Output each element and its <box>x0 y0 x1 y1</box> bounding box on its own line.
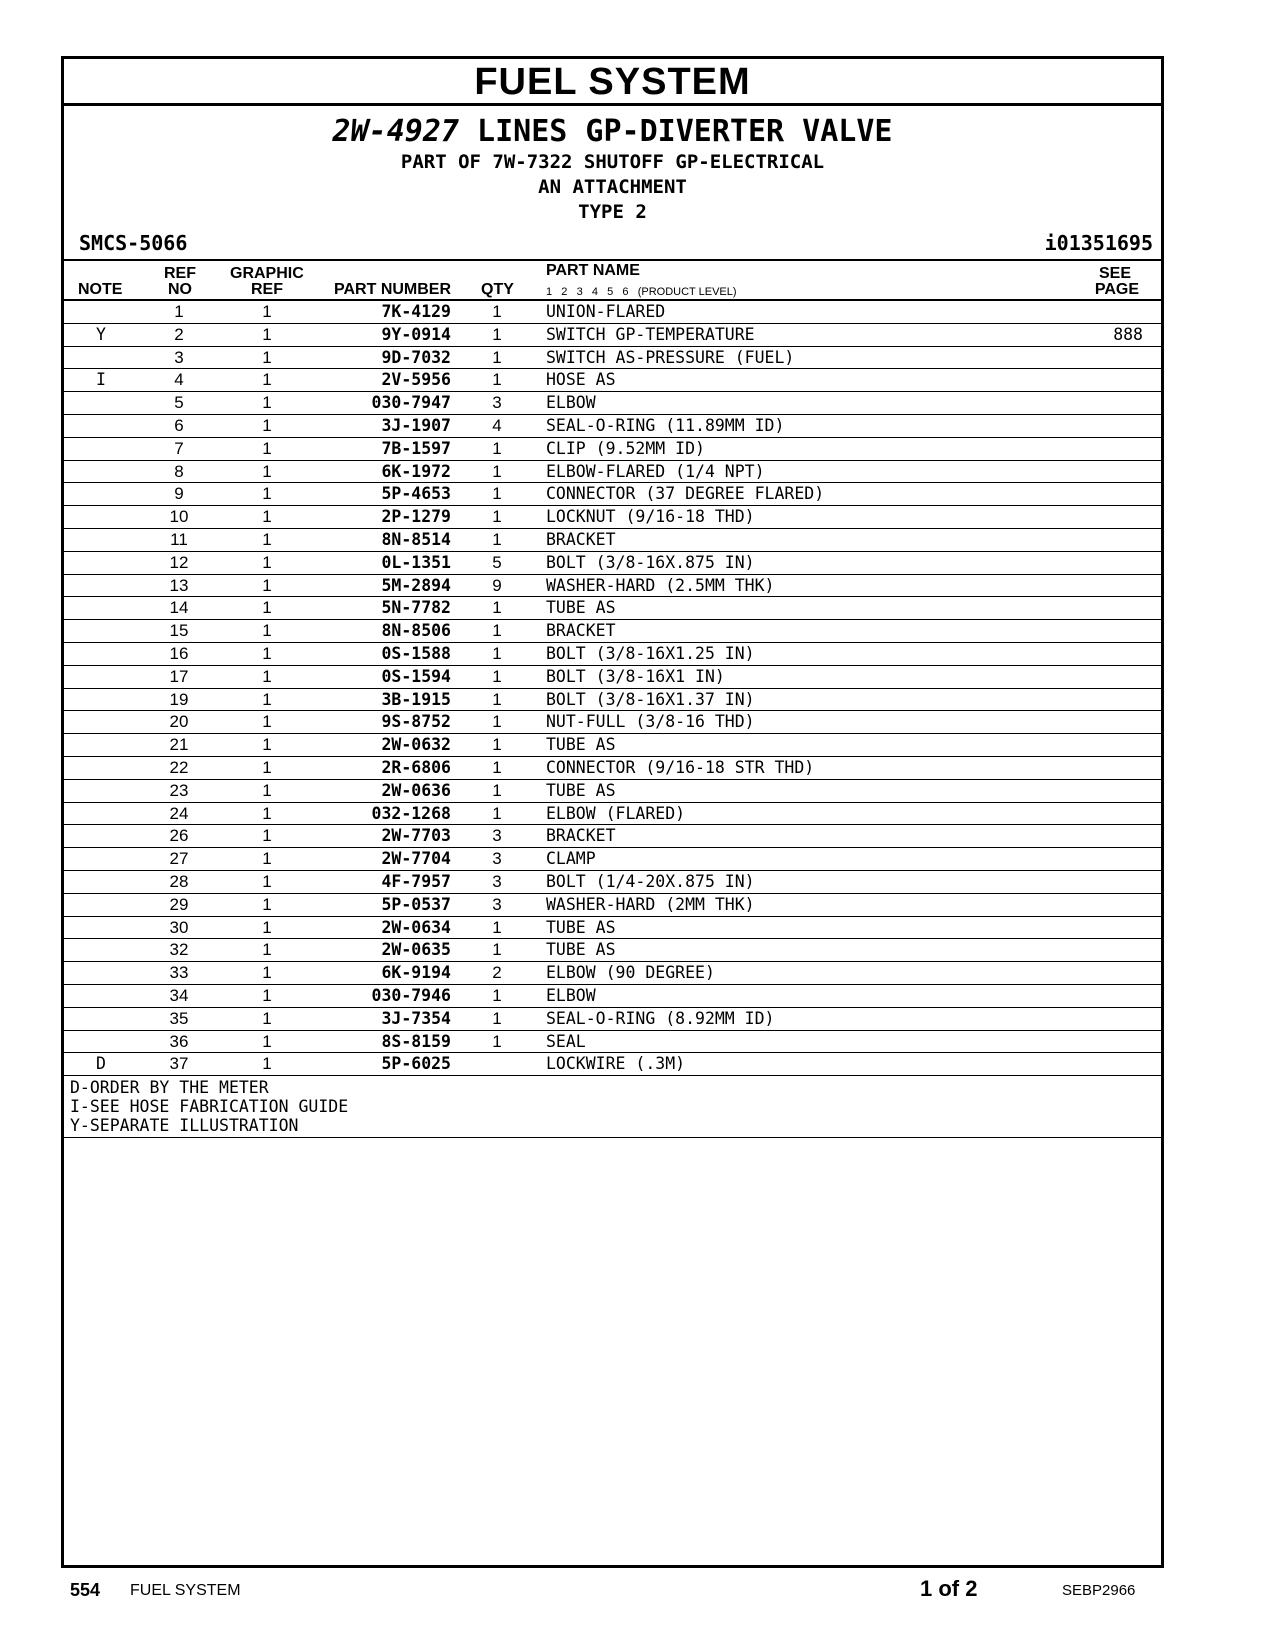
qty-cell: 1 <box>492 985 502 1005</box>
graphic-ref-cell: 1 <box>262 826 272 846</box>
ref-no-cell: 30 <box>169 917 189 937</box>
ref-no-cell: 1 <box>174 302 184 321</box>
part-name-cell: WASHER-HARD (2.5MM THK) <box>546 575 775 595</box>
qty-cell: 1 <box>492 689 502 709</box>
header-ref-top: REF <box>164 265 196 282</box>
table-row <box>64 483 1161 506</box>
ref-no-cell: 35 <box>169 1008 189 1028</box>
ref-no-cell: 8 <box>174 461 184 481</box>
ref-no-cell: 12 <box>169 552 189 572</box>
ref-no-cell: 4 <box>174 370 184 390</box>
qty-cell: 1 <box>492 461 502 481</box>
part-name-cell: TUBE AS <box>546 940 616 960</box>
ref-no-cell: 7 <box>174 438 184 458</box>
part-name-cell: BRACKET <box>546 826 616 846</box>
page-frame <box>61 56 1164 1568</box>
header-part-number: PART NUMBER <box>334 281 452 298</box>
part-number-cell: 0L-1351 <box>381 552 451 572</box>
part-number-cell: 8N-8514 <box>381 529 451 549</box>
ref-no-cell: 15 <box>169 621 189 641</box>
qty-cell: 1 <box>492 507 502 527</box>
part-number-cell: 5N-7782 <box>381 598 451 618</box>
qty-cell: 1 <box>492 803 502 823</box>
part-name-cell: UNION-FLARED <box>546 302 666 321</box>
part-name-cell: ELBOW (FLARED) <box>546 803 686 823</box>
header-graphic-bottom: REF <box>251 281 283 298</box>
part-number-cell: 3J-7354 <box>381 1008 451 1028</box>
graphic-ref-cell: 1 <box>262 803 272 823</box>
notes-block <box>64 1076 1161 1138</box>
part-name-cell: WASHER-HARD (2MM THK) <box>546 894 755 914</box>
graphic-ref-cell: 1 <box>262 643 272 663</box>
qty-cell: 1 <box>492 324 502 344</box>
graphic-ref-cell: 1 <box>262 370 272 390</box>
table-row <box>64 894 1161 917</box>
qty-cell: 3 <box>492 393 502 413</box>
table-row <box>64 324 1161 347</box>
note-i: I-SEE HOSE FABRICATION GUIDE <box>70 1097 349 1117</box>
part-name-cell: BRACKET <box>546 621 616 641</box>
ref-no-cell: 16 <box>169 643 189 663</box>
table-row <box>64 917 1161 940</box>
ref-no-cell: 24 <box>169 803 189 823</box>
table-row <box>64 757 1161 780</box>
part-name-cell: NUT-FULL (3/8-16 THD) <box>546 712 755 732</box>
ref-no-cell: 2 <box>174 324 184 344</box>
graphic-ref-cell: 1 <box>262 985 272 1005</box>
ref-no-cell: 21 <box>169 735 189 755</box>
part-name-cell: TUBE AS <box>546 917 616 937</box>
part-name-cell: CONNECTOR (9/16-18 STR THD) <box>546 757 815 777</box>
part-name-cell: ELBOW <box>546 393 596 413</box>
graphic-ref-cell: 1 <box>262 689 272 709</box>
graphic-ref-cell: 1 <box>262 666 272 686</box>
table-row <box>64 552 1161 575</box>
table-row <box>64 1031 1161 1054</box>
graphic-ref-cell: 1 <box>262 1031 272 1051</box>
subtitle-line-3: TYPE 2 <box>578 201 647 223</box>
part-number-cell: 3B-1915 <box>381 689 451 709</box>
part-number-cell: 5P-6025 <box>381 1054 451 1074</box>
part-name-cell: BOLT (3/8-16X1.25 IN) <box>546 643 755 663</box>
part-name-cell: CLIP (9.52MM ID) <box>546 438 705 458</box>
table-row <box>64 461 1161 484</box>
qty-cell: 3 <box>492 826 502 846</box>
part-name-cell: SEAL-O-RING (11.89MM ID) <box>546 415 785 435</box>
note-cell: I <box>96 370 106 390</box>
graphic-ref-cell: 1 <box>262 575 272 595</box>
part-name-cell: TUBE AS <box>546 780 616 800</box>
part-number-cell: 2W-7704 <box>381 849 451 869</box>
table-row <box>64 803 1161 826</box>
table-row <box>64 985 1161 1008</box>
ref-no-cell: 26 <box>169 826 189 846</box>
footer-document: SEBP2966 <box>1062 1582 1136 1599</box>
table-row <box>64 780 1161 803</box>
ref-no-cell: 14 <box>169 598 189 618</box>
graphic-ref-cell: 1 <box>262 940 272 960</box>
part-number-cell: 030-7947 <box>371 393 451 413</box>
part-number-cell: 2W-7703 <box>381 826 451 846</box>
qty-cell: 3 <box>492 849 502 869</box>
qty-cell: 1 <box>492 529 502 549</box>
qty-cell: 3 <box>492 871 502 891</box>
ref-no-cell: 36 <box>169 1031 189 1051</box>
qty-cell: 1 <box>492 643 502 663</box>
table-row <box>64 529 1161 552</box>
qty-cell: 1 <box>492 370 502 390</box>
part-number-cell: 2P-1279 <box>381 507 451 527</box>
part-number-cell: 9S-8752 <box>381 712 451 732</box>
part-number-cell: 9Y-0914 <box>381 324 451 344</box>
ref-no-cell: 29 <box>169 894 189 914</box>
part-name-cell: LOCKNUT (9/16-18 THD) <box>546 507 755 527</box>
table-row <box>64 369 1161 392</box>
table-row <box>64 392 1161 415</box>
part-number-cell: 0S-1588 <box>381 643 451 663</box>
table-row <box>64 825 1161 848</box>
note-d: D-ORDER BY THE METER <box>70 1078 269 1098</box>
group-number: 2W-4927 <box>332 114 459 149</box>
footer-sheet: 1 of 2 <box>920 1576 978 1601</box>
qty-cell: 5 <box>492 552 502 572</box>
qty-cell: 4 <box>492 415 502 435</box>
part-number-cell: 2W-0635 <box>381 940 451 960</box>
table-row <box>64 962 1161 985</box>
table-row <box>64 415 1161 438</box>
ref-no-cell: 28 <box>169 871 189 891</box>
part-name-cell: CONNECTOR (37 DEGREE FLARED) <box>546 484 825 504</box>
header-see-bottom: PAGE <box>1094 281 1139 298</box>
graphic-ref-cell: 1 <box>262 461 272 481</box>
part-number-cell: 2W-0632 <box>381 735 451 755</box>
ref-no-cell: 6 <box>174 415 184 435</box>
qty-cell: 1 <box>492 484 502 504</box>
part-number-cell: 4F-7957 <box>381 871 451 891</box>
graphic-ref-cell: 1 <box>262 393 272 413</box>
table-row <box>64 734 1161 757</box>
qty-cell: 1 <box>492 621 502 641</box>
subtitle-line-1: PART OF 7W-7322 SHUTOFF GP-ELECTRICAL <box>400 151 825 173</box>
part-number-cell: 032-1268 <box>371 803 451 823</box>
smcs-code: SMCS-5066 <box>79 231 188 255</box>
ref-no-cell: 37 <box>169 1054 189 1074</box>
group-name: LINES GP-DIVERTER VALVE <box>477 114 893 149</box>
part-number-cell: 5M-2894 <box>381 575 451 595</box>
header-product-levels: 1 2 3 4 5 6 (PRODUCT LEVEL) <box>546 286 737 298</box>
part-name-cell: BRACKET <box>546 529 616 549</box>
graphic-ref-cell: 1 <box>262 871 272 891</box>
see-page-cell: 888 <box>1113 324 1143 344</box>
ref-no-cell: 13 <box>169 575 189 595</box>
graphic-ref-cell: 1 <box>262 552 272 572</box>
section-title: FUEL SYSTEM <box>64 59 1161 106</box>
table-row <box>64 1008 1161 1031</box>
graphic-ref-cell: 1 <box>262 1054 272 1074</box>
part-number-cell: 0S-1594 <box>381 666 451 686</box>
part-number-cell: 5P-4653 <box>381 484 451 504</box>
column-headers <box>64 261 1161 301</box>
part-name-cell: SWITCH AS-PRESSURE (FUEL) <box>546 347 795 367</box>
qty-cell: 1 <box>492 780 502 800</box>
part-number-cell: 2W-0636 <box>381 780 451 800</box>
table-row <box>64 871 1161 894</box>
group-header <box>64 106 1161 261</box>
qty-cell: 3 <box>492 894 502 914</box>
part-name-cell: ELBOW-FLARED (1/4 NPT) <box>546 461 765 481</box>
graphic-ref-cell: 1 <box>262 621 272 641</box>
ref-no-cell: 10 <box>169 507 189 527</box>
table-row <box>64 347 1161 370</box>
part-number-cell: 6K-9194 <box>381 963 451 983</box>
qty-cell: 1 <box>492 712 502 732</box>
table-row <box>64 643 1161 666</box>
graphic-ref-cell: 1 <box>262 438 272 458</box>
ref-no-cell: 9 <box>174 484 184 504</box>
header-part-name: PART NAME <box>546 262 640 279</box>
table-row <box>64 711 1161 734</box>
part-number-cell: 8N-8506 <box>381 621 451 641</box>
qty-cell: 1 <box>492 735 502 755</box>
qty-cell: 1 <box>492 940 502 960</box>
graphic-ref-cell: 1 <box>262 894 272 914</box>
qty-cell: 1 <box>492 1008 502 1028</box>
graphic-ref-cell: 1 <box>262 302 272 321</box>
page-footer <box>0 1578 1275 1608</box>
part-name-cell: ELBOW (90 DEGREE) <box>546 963 715 983</box>
qty-cell: 1 <box>492 1031 502 1051</box>
part-number-cell: 9D-7032 <box>381 347 451 367</box>
table-row <box>64 939 1161 962</box>
part-name-cell: BOLT (3/8-16X1 IN) <box>546 666 725 686</box>
header-note: NOTE <box>78 281 123 298</box>
qty-cell: 2 <box>492 963 502 983</box>
qty-cell: 9 <box>492 575 502 595</box>
part-number-cell: 2R-6806 <box>381 757 451 777</box>
ref-no-cell: 23 <box>169 780 189 800</box>
graphic-ref-cell: 1 <box>262 917 272 937</box>
ref-no-cell: 3 <box>174 347 184 367</box>
part-number-cell: 7K-4129 <box>381 302 451 321</box>
note-y: Y-SEPARATE ILLUSTRATION <box>70 1116 299 1136</box>
table-row <box>64 689 1161 712</box>
header-qty: QTY <box>481 281 514 298</box>
table-row <box>64 301 1161 324</box>
header-ref-bottom: NO <box>168 281 192 298</box>
ref-no-cell: 32 <box>169 940 189 960</box>
graphic-ref-cell: 1 <box>262 1008 272 1028</box>
footer-page-number: 554 <box>70 1580 101 1600</box>
qty-cell: 1 <box>492 917 502 937</box>
graphic-ref-cell: 1 <box>262 712 272 732</box>
ref-no-cell: 22 <box>169 757 189 777</box>
ref-no-cell: 17 <box>169 666 189 686</box>
ref-no-cell: 33 <box>169 963 189 983</box>
footer-section: FUEL SYSTEM <box>130 1582 241 1599</box>
table-row <box>64 506 1161 529</box>
group-title <box>64 106 1161 150</box>
table-row <box>64 438 1161 461</box>
table-row <box>64 620 1161 643</box>
part-name-cell: TUBE AS <box>546 735 616 755</box>
part-name-cell: BOLT (3/8-16X.875 IN) <box>546 552 755 572</box>
table-row <box>64 1053 1161 1076</box>
part-name-cell: SWITCH GP-TEMPERATURE <box>546 324 755 344</box>
graphic-ref-cell: 1 <box>262 347 272 367</box>
part-name-cell: BOLT (3/8-16X1.37 IN) <box>546 689 755 709</box>
graphic-ref-cell: 1 <box>262 507 272 527</box>
header-graphic-top: GRAPHIC <box>230 265 304 282</box>
part-name-cell: LOCKWIRE (.3M) <box>546 1054 686 1074</box>
part-number-cell: 6K-1972 <box>381 461 451 481</box>
part-name-cell: SEAL <box>546 1031 586 1051</box>
ref-no-cell: 11 <box>170 529 188 549</box>
part-number-cell: 2W-0634 <box>381 917 451 937</box>
illustration-id: i01351695 <box>1044 231 1153 255</box>
ref-no-cell: 27 <box>169 849 189 869</box>
note-cell: D <box>96 1054 106 1074</box>
graphic-ref-cell: 1 <box>262 324 272 344</box>
part-number-cell: 5P-0537 <box>381 894 451 914</box>
table-row <box>64 575 1161 598</box>
note-cell: Y <box>96 324 106 344</box>
part-number-cell: 030-7946 <box>371 985 451 1005</box>
part-name-cell: SEAL-O-RING (8.92MM ID) <box>546 1008 775 1028</box>
header-see-top: SEE <box>1098 265 1131 282</box>
qty-cell: 1 <box>492 757 502 777</box>
graphic-ref-cell: 1 <box>262 598 272 618</box>
parts-list <box>64 301 1161 1076</box>
table-row <box>64 848 1161 871</box>
qty-cell: 1 <box>492 438 502 458</box>
graphic-ref-cell: 1 <box>262 415 272 435</box>
part-number-cell: 2V-5956 <box>381 370 451 390</box>
ref-no-cell: 34 <box>169 985 189 1005</box>
part-name-cell: BOLT (1/4-20X.875 IN) <box>546 871 755 891</box>
part-name-cell: ELBOW <box>546 985 596 1005</box>
ref-no-cell: 5 <box>174 393 184 413</box>
qty-cell: 1 <box>492 347 502 367</box>
table-row <box>64 597 1161 620</box>
part-number-cell: 3J-1907 <box>381 415 451 435</box>
qty-cell: 1 <box>492 302 502 321</box>
graphic-ref-cell: 1 <box>262 735 272 755</box>
ref-no-cell: 19 <box>169 689 189 709</box>
qty-cell: 1 <box>492 666 502 686</box>
graphic-ref-cell: 1 <box>262 529 272 549</box>
graphic-ref-cell: 1 <box>262 780 272 800</box>
part-name-cell: TUBE AS <box>546 598 616 618</box>
graphic-ref-cell: 1 <box>262 757 272 777</box>
table-row <box>64 666 1161 689</box>
ref-no-cell: 20 <box>169 712 189 732</box>
part-number-cell: 7B-1597 <box>381 438 451 458</box>
part-name-cell: CLAMP <box>546 849 596 869</box>
qty-cell: 1 <box>492 598 502 618</box>
part-number-cell: 8S-8159 <box>381 1031 451 1051</box>
graphic-ref-cell: 1 <box>262 484 272 504</box>
graphic-ref-cell: 1 <box>262 963 272 983</box>
subtitle-line-2: AN ATTACHMENT <box>538 176 687 198</box>
graphic-ref-cell: 1 <box>262 849 272 869</box>
part-name-cell: HOSE AS <box>546 370 616 390</box>
